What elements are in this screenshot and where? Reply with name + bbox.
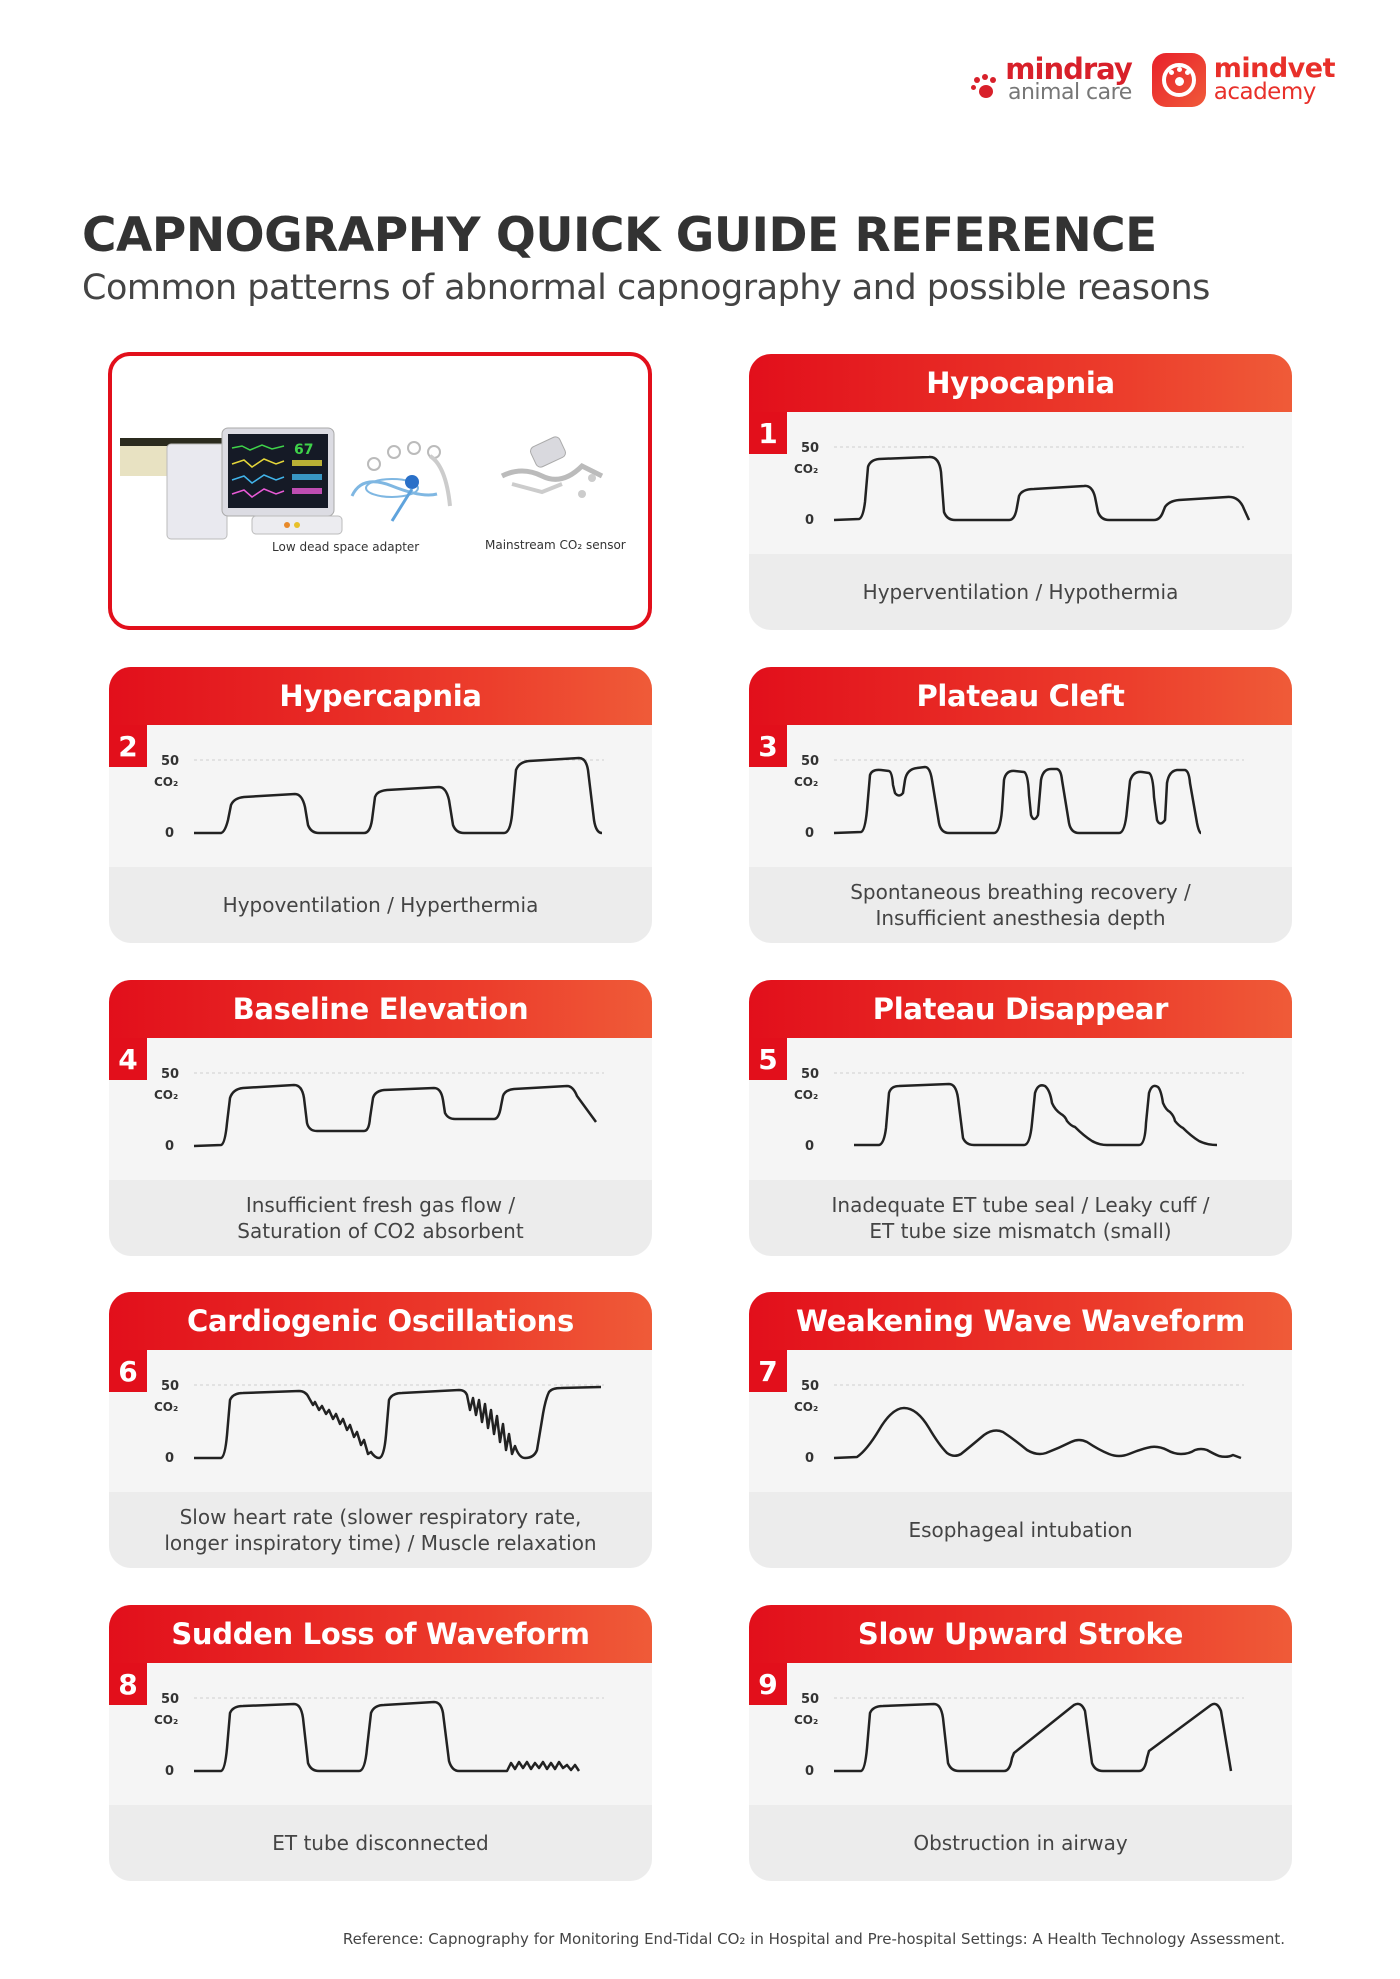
axis-label: CO₂: [794, 1400, 819, 1414]
mindvet-brand: mindvet: [1213, 53, 1335, 85]
axis-bottom: 0: [165, 1139, 175, 1154]
caption-line: Inadequate ET tube seal / Leaky cuff /: [831, 1193, 1210, 1217]
caption-line: Hypoventilation / Hyperthermia: [222, 893, 539, 917]
mindray-brand: mindray: [1005, 51, 1132, 86]
axis-top: 50: [161, 754, 180, 769]
axis-label: CO₂: [154, 1088, 179, 1102]
monitor-icon: [120, 428, 342, 539]
caption-line: Esophageal intubation: [908, 1518, 1133, 1542]
axis-label: CO₂: [794, 462, 819, 476]
caption-line: longer inspiratory time) / Muscle relaxation: [164, 1531, 597, 1555]
axis-bottom: 0: [805, 826, 815, 841]
axis-bottom: 0: [165, 826, 175, 841]
card-caption: [749, 1492, 1292, 1568]
card-plateau-cleft: [749, 667, 1292, 943]
page-title: CAPNOGRAPHY QUICK GUIDE REFERENCE: [82, 208, 1157, 263]
card-number: 3: [749, 725, 787, 767]
card-title: Plateau Cleft: [749, 667, 1292, 725]
card-number: 2: [109, 725, 147, 767]
card-caption: [109, 1805, 652, 1881]
card-caption: [749, 867, 1292, 943]
card-title: Baseline Elevation: [109, 980, 652, 1038]
card-number: 5: [749, 1038, 787, 1080]
waveform-chart: [749, 412, 1292, 554]
card-plateau-disappear: [749, 980, 1292, 1256]
axis-label: CO₂: [154, 1400, 179, 1414]
axis-bottom: 0: [805, 1451, 815, 1466]
mindvet-logo: [1152, 53, 1335, 107]
mindvet-sub: academy: [1213, 78, 1316, 105]
page-subtitle: Common patterns of abnormal capnography and possible reasons: [82, 268, 1210, 308]
waveform-chart: [109, 1663, 652, 1805]
adapter-label: Low dead space adapter: [272, 540, 420, 554]
logo-bar: [971, 50, 1335, 110]
caption-line: ET tube disconnected: [272, 1831, 489, 1855]
card-caption: [109, 867, 652, 943]
card-hypercapnia: [109, 667, 652, 943]
waveform-chart: [749, 1350, 1292, 1492]
waveform-chart: [109, 725, 652, 867]
axis-top: 50: [161, 1692, 180, 1707]
equipment-card: [108, 352, 652, 630]
axis-label: CO₂: [154, 1713, 179, 1727]
axis-bottom: 0: [165, 1451, 175, 1466]
caption-line: Insufficient anesthesia depth: [875, 906, 1166, 930]
mindvet-badge-icon: [1152, 53, 1206, 107]
card-number: 7: [749, 1350, 787, 1392]
card-baseline-elevation: [109, 980, 652, 1256]
axis-bottom: 0: [805, 1139, 815, 1154]
mindray-logo: [971, 51, 1132, 106]
axis-top: 50: [801, 1379, 820, 1394]
axis-top: 50: [161, 1067, 180, 1082]
caption-line: Obstruction in airway: [913, 1831, 1128, 1855]
card-title: Hypocapnia: [749, 354, 1292, 412]
card-title: Slow Upward Stroke: [749, 1605, 1292, 1663]
equipment-illustration: [112, 356, 652, 630]
axis-bottom: 0: [165, 1764, 175, 1779]
card-slow-upward-stroke: [749, 1605, 1292, 1881]
axis-label: CO₂: [794, 1713, 819, 1727]
monitor-readout: 67: [294, 442, 314, 458]
axis-top: 50: [801, 1692, 820, 1707]
caption-line: Insufficient fresh gas flow /: [245, 1193, 516, 1217]
caption-line: Saturation of CO2 absorbent: [237, 1219, 524, 1243]
reference-note: Reference: Capnography for Monitoring End-Tidal CO₂ in Hospital and Pre-hospital Settings: A Health Technology Assessment.: [342, 1930, 1285, 1948]
sensor-icon: [502, 435, 602, 498]
card-caption: [109, 1492, 652, 1568]
caption-line: Spontaneous breathing recovery /: [850, 880, 1191, 904]
card-number: 9: [749, 1663, 787, 1705]
paw-icon: [971, 74, 999, 102]
card-title: Weakening Wave Waveform: [749, 1292, 1292, 1350]
card-cardiogenic-oscillations: [109, 1292, 652, 1568]
card-caption: [109, 1180, 652, 1256]
sensor-label: Mainstream CO₂ sensor: [485, 538, 626, 552]
caption-line: ET tube size mismatch (small): [869, 1219, 1172, 1243]
card-weakening-wave-waveform: [749, 1292, 1292, 1568]
axis-label: CO₂: [794, 775, 819, 789]
card-title: Plateau Disappear: [749, 980, 1292, 1038]
card-number: 6: [109, 1350, 147, 1392]
waveform-chart: [109, 1038, 652, 1180]
axis-top: 50: [801, 441, 820, 456]
waveform-chart: [749, 1663, 1292, 1805]
axis-top: 50: [801, 1067, 820, 1082]
card-sudden-loss-of-waveform: [109, 1605, 652, 1881]
card-number: 1: [749, 412, 787, 454]
axis-bottom: 0: [805, 513, 815, 528]
mindray-sub: animal care: [1008, 80, 1132, 106]
axis-label: CO₂: [154, 775, 179, 789]
card-caption: [749, 554, 1292, 630]
card-hypocapnia: [749, 354, 1292, 630]
card-caption: [749, 1180, 1292, 1256]
card-title: Cardiogenic Oscillations: [109, 1292, 652, 1350]
waveform-chart: [109, 1350, 652, 1492]
card-number: 4: [109, 1038, 147, 1080]
card-title: Hypercapnia: [109, 667, 652, 725]
card-title: Sudden Loss of Waveform: [109, 1605, 652, 1663]
axis-label: CO₂: [794, 1088, 819, 1102]
waveform-chart: [749, 725, 1292, 867]
axis-bottom: 0: [805, 1764, 815, 1779]
caption-line: Slow heart rate (slower respiratory rate,: [179, 1505, 582, 1529]
card-number: 8: [109, 1663, 147, 1705]
caption-line: Hyperventilation / Hypothermia: [862, 580, 1179, 604]
card-caption: [749, 1805, 1292, 1881]
axis-top: 50: [801, 754, 820, 769]
axis-top: 50: [161, 1379, 180, 1394]
adapter-icon: [352, 442, 450, 521]
waveform-chart: [749, 1038, 1292, 1180]
